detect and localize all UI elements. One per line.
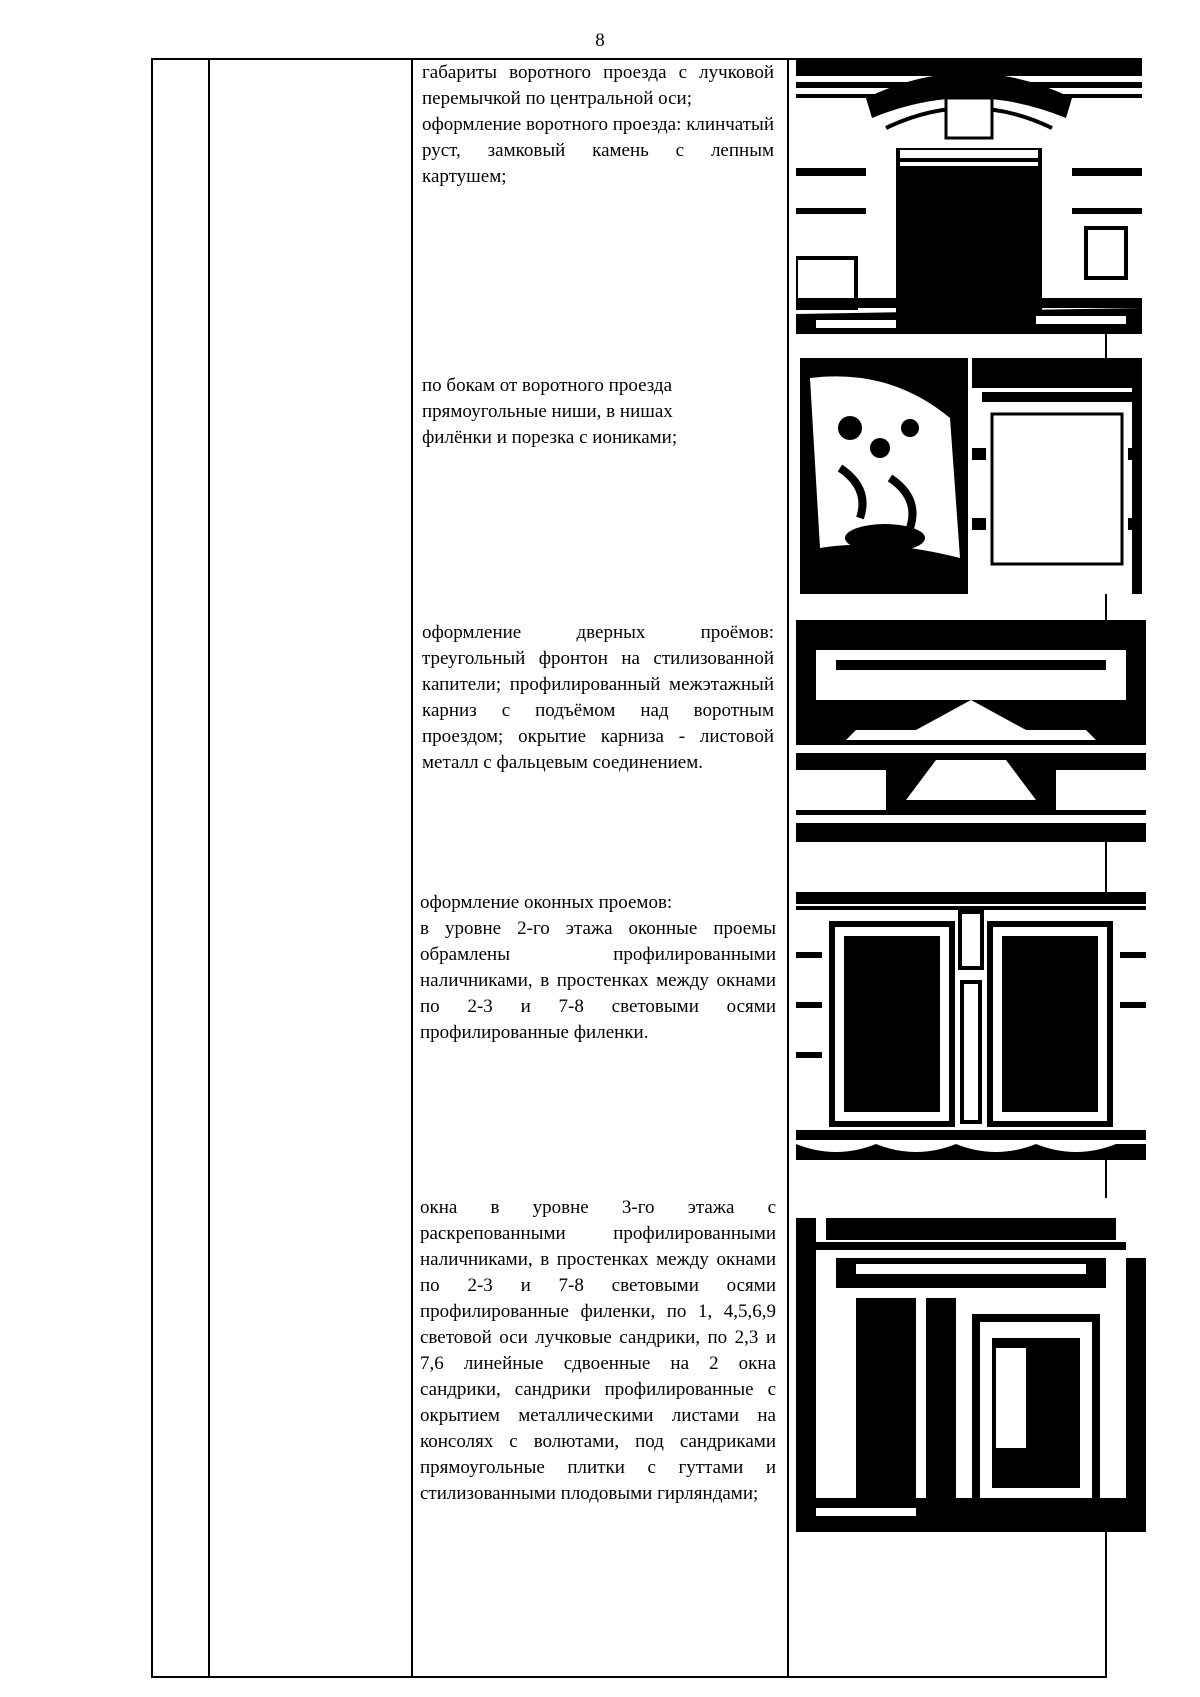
second-floor-description: [420, 890, 776, 1046]
column-divider: [208, 60, 210, 1676]
column-divider: [787, 60, 789, 1676]
niche-detail-photo-left: [800, 358, 968, 594]
second-floor-windows-photo: [796, 892, 1146, 1160]
door-paragraph: оформление дверных проёмов: треугольный фронтон на стилизованной капители; профилированный межэтажный карниз с подъёмом над воротным проездом; окрытие карниза - листовой металл с фальцевым соединением.: [422, 622, 774, 773]
second-floor-paragraph: в уровне 2-го этажа оконные проемы обрамлены профилированными наличниками, в простенках между окнами по 2-3 и 7-8 световыми осями профилированные филенки.: [420, 918, 776, 1043]
door-description: [422, 620, 774, 776]
gate-description: [422, 60, 774, 190]
third-floor-window-photo: [796, 1198, 1146, 1532]
door-pediment-photo: [796, 620, 1146, 842]
third-floor-paragraph: окна в уровне 3-го этажа с раскрепованными профилированными наличниками, в простенках между окнами по 2-3 и 7-8 световыми осями профилированные филенки, по 1, 4,5,6,9 световой оси лучковые сандрики, по 2,3 и 7,6 линейные сдвоенные на 2 окна сандрики, сандрики профилированные с окрытием металлическими листами на консолях с волютами, под сандриками прямоугольные плитки с гуттами и стилизованными плодовыми гирляндами;: [420, 1197, 776, 1504]
niche-paragraph: по бокам от воротного проезда прямоугольные ниши, в нишах филёнки и порезка с иониками;: [422, 375, 678, 448]
page-number: 8: [595, 30, 605, 51]
third-floor-description: [420, 1195, 776, 1507]
niche-detail-photo-right: [972, 358, 1142, 594]
gate-arch-photo: [796, 58, 1142, 334]
gate-decor-paragraph: оформление воротного проезда: клинчатый руст, замковый камень с лепным картушем;: [422, 114, 774, 187]
column-divider: [411, 60, 413, 1676]
niche-description: [422, 373, 742, 451]
gate-size-paragraph: габариты воротного проезда с лучковой перемычкой по центральной оси;: [422, 62, 774, 109]
window-heading-paragraph: оформление оконных проемов:: [420, 892, 673, 913]
